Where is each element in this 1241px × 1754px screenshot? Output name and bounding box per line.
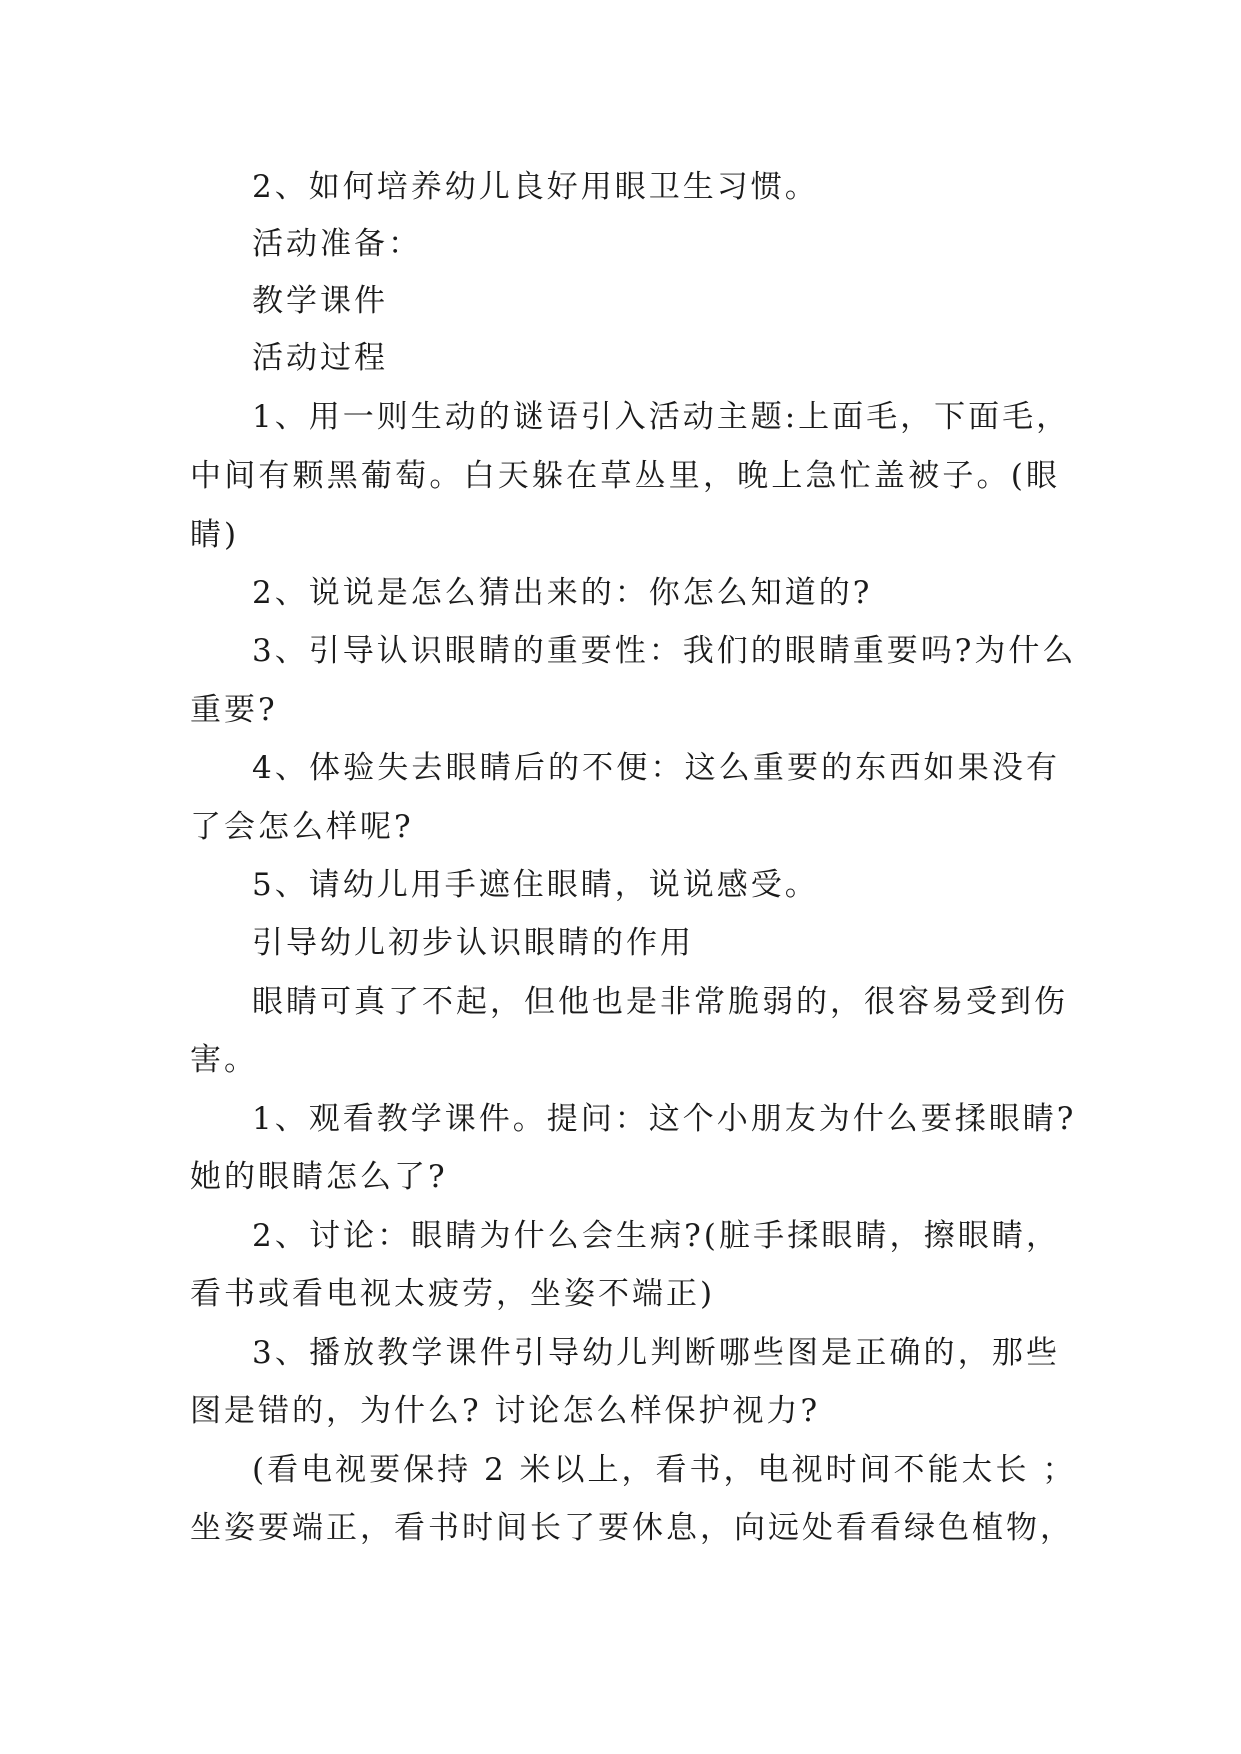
text-line: 教学课件: [252, 283, 388, 319]
text-line: 1、用一则生动的谜语引入活动主题:上面毛，下面毛，: [252, 399, 1071, 435]
text-line: 她的眼睛怎么了?: [190, 1159, 448, 1195]
text-line: 3、引导认识眼睛的重要性：我们的眼睛重要吗?为什么: [252, 633, 1077, 669]
text-line: 重要?: [190, 692, 278, 728]
section-heading: 活动过程: [252, 340, 388, 376]
section-heading: 引导幼儿初步认识眼睛的作用: [252, 925, 694, 961]
text-line: 坐姿要端正，看书时间长了要休息，向远处看看绿色植物，: [190, 1510, 1074, 1546]
text-line: 图是错的，为什么? 讨论怎么样保护视力?: [190, 1393, 821, 1429]
text-line: 眼睛可真了不起，但他也是非常脆弱的，很容易受到伤: [252, 984, 1068, 1020]
text-line: (看电视要保持 2 米以上，看书，电视时间不能太长 ；: [252, 1452, 1077, 1488]
text-line: 4、体验失去眼睛后的不便：这么重要的东西如果没有: [252, 750, 1060, 786]
text-line: 3、播放教学课件引导幼儿判断哪些图是正确的，那些: [252, 1335, 1060, 1371]
text-line: 2、如何培养幼儿良好用眼卫生习惯。: [252, 169, 819, 205]
text-line: 2、说说是怎么猜出来的：你怎么知道的?: [252, 575, 873, 611]
text-line: 1、观看教学课件。提问：这个小朋友为什么要揉眼睛?: [252, 1101, 1077, 1137]
text-line: 中间有颗黑葡萄。白天躲在草丛里，晚上急忙盖被子。(眼: [190, 458, 1060, 494]
text-line: 看书或看电视太疲劳，坐姿不端正): [190, 1276, 716, 1312]
text-line: 2、讨论：眼睛为什么会生病?(脏手揉眼睛，擦眼睛，: [252, 1218, 1060, 1254]
text-line: 害。: [190, 1042, 258, 1078]
text-line: 5、请幼儿用手遮住眼睛，说说感受。: [252, 867, 819, 903]
text-line: 睛): [190, 517, 240, 553]
section-heading: 活动准备：: [252, 226, 422, 262]
text-line: 了会怎么样呢?: [190, 809, 414, 845]
